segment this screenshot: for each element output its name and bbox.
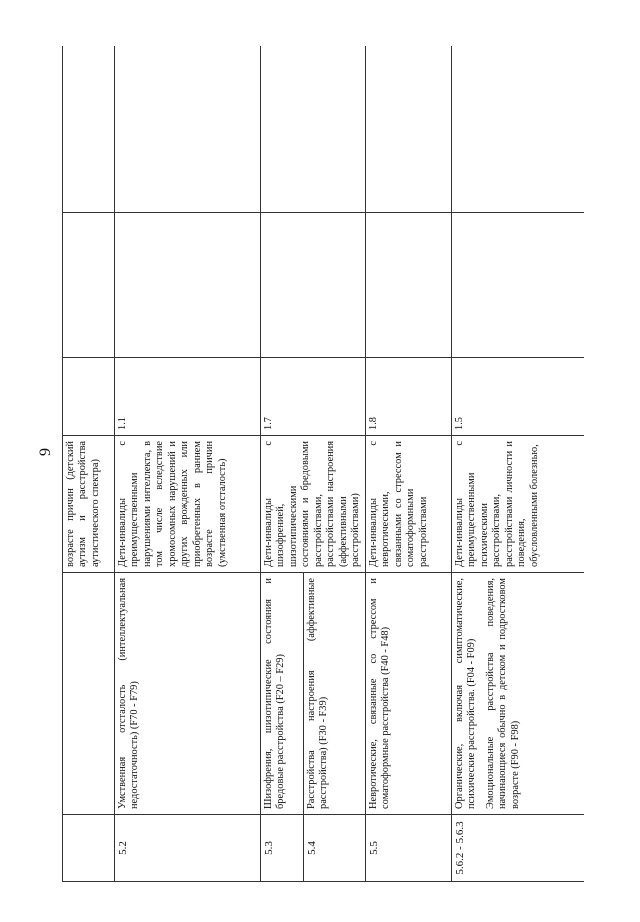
row-diagnosis xyxy=(451,573,584,815)
row-col6 xyxy=(261,46,366,213)
row-col6 xyxy=(451,46,584,213)
row-col5 xyxy=(261,213,366,358)
row-col6 xyxy=(63,46,115,213)
row-col5 xyxy=(451,213,584,358)
row-code: 5.3 xyxy=(261,815,304,882)
row-code: 5.4 xyxy=(303,815,365,882)
row-code xyxy=(63,815,115,882)
row-code: 5.6.2 - 5.6.3 xyxy=(451,815,584,882)
row-value: 1.7 xyxy=(261,358,366,436)
row-diagnosis-text: Органические, включая симптоматические, психические расстройства. (F04 - F09) xyxy=(453,578,478,809)
rotated-table-container xyxy=(62,46,584,882)
row-value xyxy=(63,358,115,436)
row-diagnosis: Расстройства настроения (аффективные расстройства) (F30 - F39) xyxy=(303,573,365,815)
row-diagnosis: Шизофрения, шизотипические состояния и бредовые расстройства (F20 – F29) xyxy=(261,573,304,815)
classification-table xyxy=(62,46,584,882)
row-description: Дети-инвалиды с преимущественными нарушениями интеллекта, в том числе вследствие хромосомных нарушений и других врожденных или приобретенных в раннем возрасте причин (умственная отсталость) xyxy=(115,436,261,573)
row-diagnosis: Умственная отсталость (интеллектуальная недостаточность) (F70 - F79) xyxy=(115,573,261,815)
row-col5 xyxy=(115,213,261,358)
row-value: 1.5 xyxy=(451,358,584,436)
row-value: 1.8 xyxy=(365,358,451,436)
row-description: Дети-инвалиды с преимущественными психическими расстройствами, расстройствами личности и поведения, обусловленными болезнью, xyxy=(451,436,584,573)
row-description: возрасте причин (детский аутизм и расстройства аутистического спектра) xyxy=(63,436,115,573)
table-row xyxy=(261,46,304,882)
row-diagnosis-extra: Эмоциональные расстройства поведения, начинающиеся обычно в детском и подростковом возрасте (F90 - F98) xyxy=(484,578,521,809)
row-diagnosis xyxy=(63,573,115,815)
page-number: 9 xyxy=(37,448,54,456)
row-description: Дети-инвалиды с невротическими, связанными со стрессом и соматоформными расстройствами xyxy=(365,436,451,573)
row-col5 xyxy=(365,213,451,358)
row-col6 xyxy=(365,46,451,213)
row-description: Дети-инвалиды с шизофренией, шизотипическими состояниями и бредовыми расстройствами, расстройствами настроения (аффективными расстройствами) xyxy=(261,436,366,573)
row-col5 xyxy=(63,213,115,358)
table-row xyxy=(63,46,115,882)
page-content xyxy=(62,46,584,882)
row-code: 5.5 xyxy=(365,815,451,882)
row-code-text: 5.2 xyxy=(117,841,129,855)
table-row xyxy=(115,46,261,882)
row-diagnosis: Невротические, связанные со стрессом и соматоформные расстройства (F40 - F48) xyxy=(365,573,451,815)
table-row xyxy=(365,46,451,882)
table-row xyxy=(451,46,584,882)
row-value: 1.1 xyxy=(115,358,261,436)
row-code xyxy=(115,815,261,882)
row-col6 xyxy=(115,46,261,213)
